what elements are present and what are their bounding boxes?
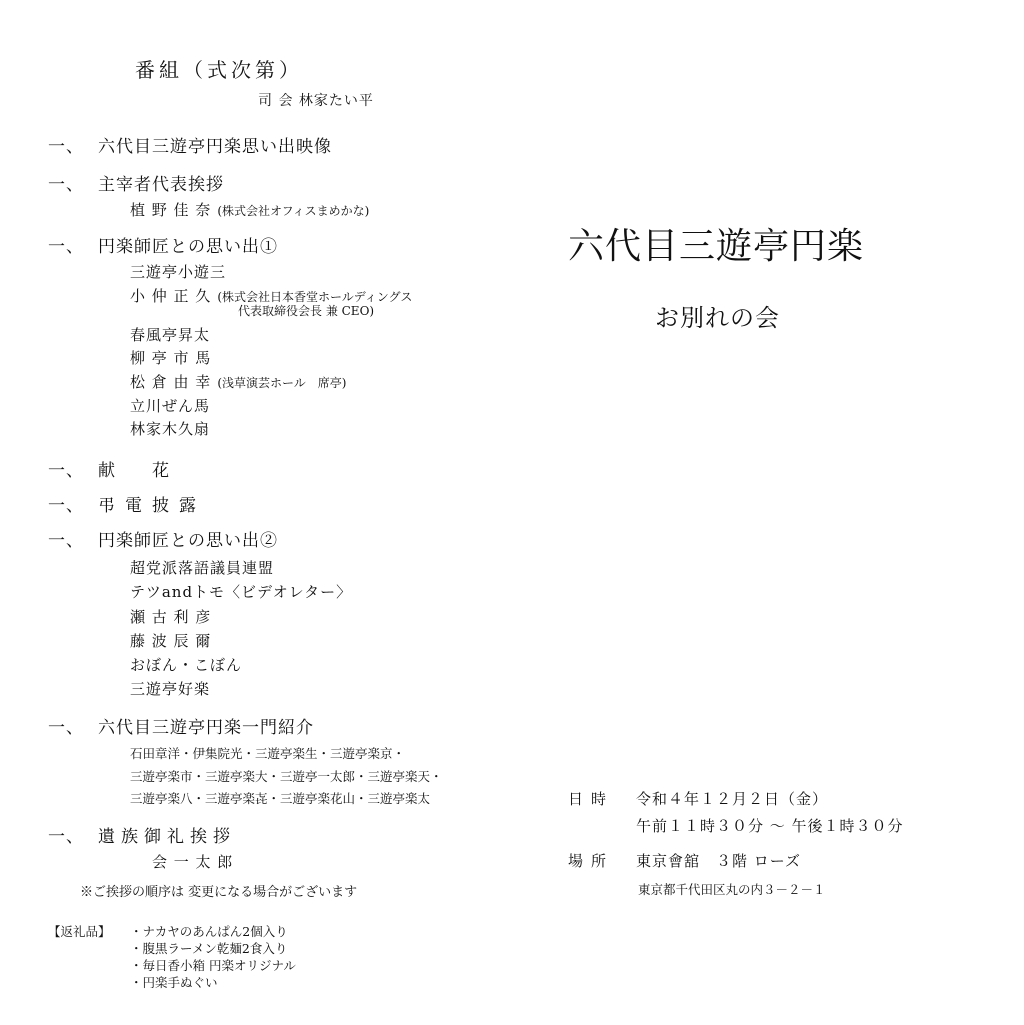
speaker-name: 立川ぜん馬	[130, 397, 211, 415]
place-label: 場所	[568, 852, 615, 870]
item-title: 六代目三遊亭円楽思い出映像	[98, 137, 332, 157]
program-item	[48, 822, 236, 847]
item-title: 遺族御礼挨拶	[98, 827, 236, 847]
program-item	[48, 491, 206, 516]
item-bullet: 一、	[48, 137, 84, 157]
program-item	[48, 170, 224, 195]
return-gift-item: ・円楽手ぬぐい	[130, 975, 218, 990]
item-title: 献 花	[98, 461, 170, 481]
member-list-line: 三遊亭楽八・三遊亭楽㐂・三遊亭楽花山・三遊亭楽太	[130, 791, 431, 806]
item-bullet: 一、	[48, 496, 84, 516]
program-item	[48, 232, 278, 257]
event-date: 令和４年１２月２日（金）	[636, 790, 829, 808]
item-title: 円楽師匠との思い出②	[98, 531, 278, 551]
speaker-name: 会 一 太 郎	[152, 853, 234, 871]
speaker-name: 超党派落語議員連盟	[130, 559, 275, 577]
item-title: 弔電披露	[98, 496, 206, 516]
speaker	[130, 199, 369, 220]
speaker-name: 藤 波 辰 爾	[130, 632, 212, 650]
item-title: 円楽師匠との思い出①	[98, 237, 278, 257]
speaker-name: 春風亭昇太	[130, 326, 211, 344]
item-title: 主宰者代表挨拶	[98, 175, 224, 195]
speaker-name: おぼん・こぼん	[130, 656, 243, 674]
event-venue: 東京會舘 ３階 ローズ	[636, 852, 802, 870]
speaker-affiliation: (株式会社オフィスまめかな)	[217, 204, 370, 218]
speaker	[130, 371, 346, 392]
return-gift-item: ・腹黒ラーメン乾麺2食入り	[130, 941, 288, 956]
date-label: 日時	[568, 790, 615, 808]
speaker-name: 松 倉 由 幸	[130, 373, 212, 391]
master-of-ceremonies: 司 会 林家たい平	[258, 93, 374, 109]
speaker-name: 林家木久扇	[130, 420, 211, 438]
speaker-name: テツandトモ〈ビデオレター〉	[130, 583, 353, 601]
program-item	[48, 713, 314, 738]
return-gift-item: ・ナカヤのあんぱん2個入り	[130, 924, 288, 939]
speaker-name: 小 仲 正 久	[130, 287, 212, 305]
speaker-name: 瀬 古 利 彦	[130, 608, 212, 626]
member-list-line: 石田章洋・伊集院光・三遊亭楽生・三遊亭楽京・	[130, 746, 406, 761]
item-bullet: 一、	[48, 827, 84, 847]
item-bullet: 一、	[48, 718, 84, 738]
event-title: 六代目三遊亭円楽	[568, 226, 865, 267]
event-time: 午前１１時３０分 〜 午後１時３０分	[636, 817, 904, 835]
event-subtitle: お別れの会	[655, 304, 780, 332]
order-change-note: ※ご挨拶の順序は 変更になる場合がございます	[80, 885, 358, 900]
program-title: 番組（式次第）	[135, 58, 303, 82]
speaker-name: 三遊亭好楽	[130, 680, 211, 698]
item-bullet: 一、	[48, 531, 84, 551]
program-item	[48, 132, 332, 157]
speaker-affiliation: (株式会社日本香堂ホールディングス	[217, 290, 413, 304]
item-bullet: 一、	[48, 175, 84, 195]
item-title: 六代目三遊亭円楽一門紹介	[98, 718, 314, 738]
return-gift-item: ・毎日香小箱 円楽オリジナル	[130, 958, 296, 973]
venue-address: 東京都千代田区丸の内３－２－１	[638, 882, 826, 897]
return-gift-label: 【返礼品】	[48, 924, 111, 939]
item-bullet: 一、	[48, 237, 84, 257]
speaker-name: 三遊亭小遊三	[130, 263, 227, 281]
speaker-name: 植 野 佳 奈	[130, 201, 212, 219]
program-item	[48, 456, 170, 481]
item-bullet: 一、	[48, 461, 84, 481]
speaker-affiliation: (浅草演芸ホール 席亭)	[217, 376, 347, 390]
member-list-line: 三遊亭楽市・三遊亭楽大・三遊亭一太郎・三遊亭楽天・	[130, 769, 443, 784]
speaker-name: 柳 亭 市 馬	[130, 349, 212, 367]
program-item	[48, 526, 278, 551]
speaker-affiliation-cont: 代表取締役会長 兼 CEO)	[238, 304, 375, 318]
